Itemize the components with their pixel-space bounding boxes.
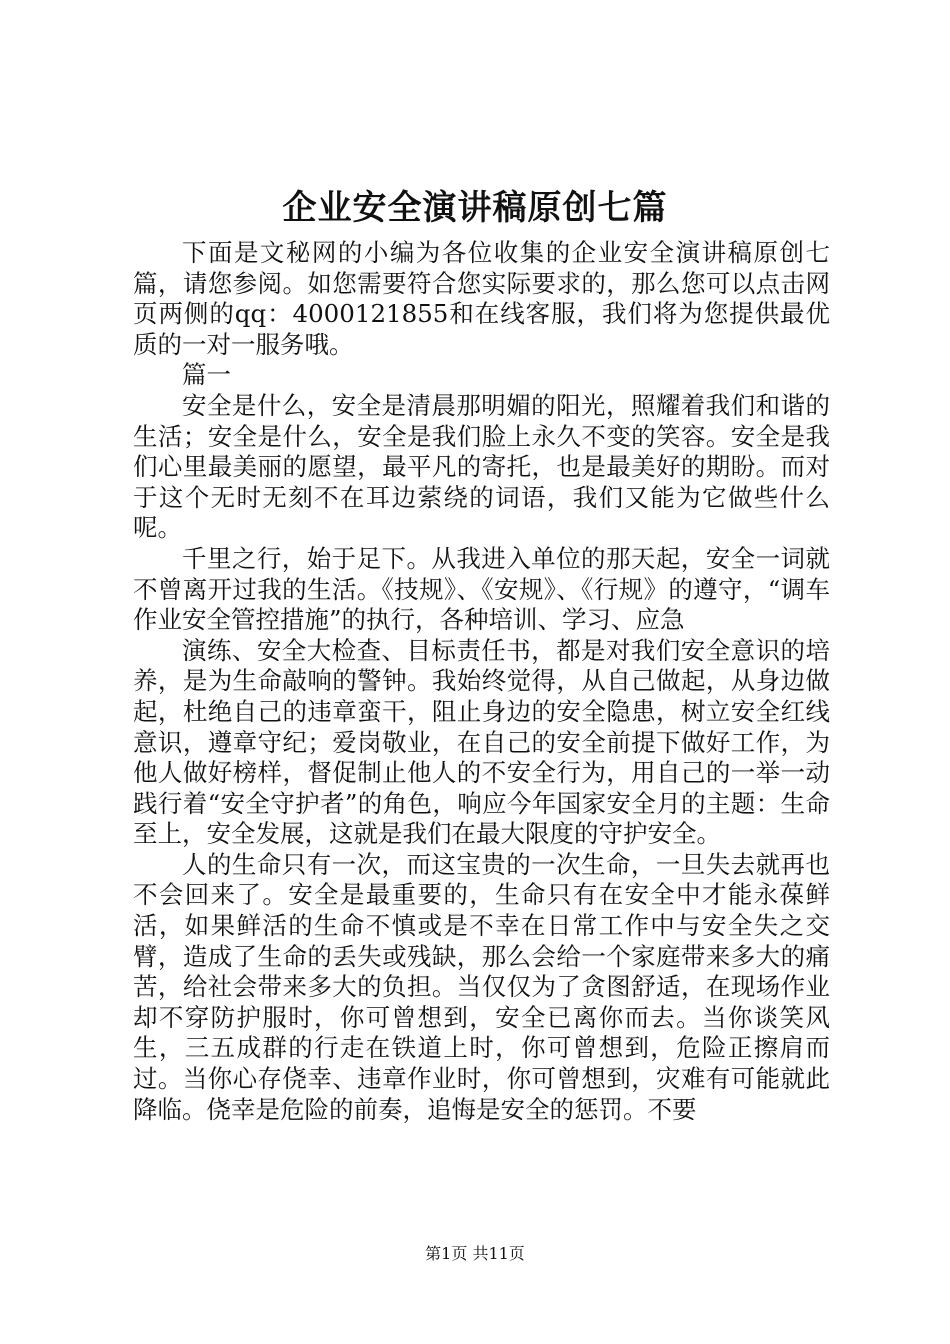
body-paragraph: 安全是什么，安全是清晨那明媚的阳光，照耀着我们和谐的生活；安全是什么，安全是我们脸上永久不变的笑容。安全是我们心里最美丽的愿望，最平凡的寄托，也是最美好的期盼。而对于这个无时无刻不在耳边萦绕的词语，我们又能为它做些什么呢。 [133, 390, 830, 543]
document-title: 企业安全演讲稿原创七篇 [282, 188, 668, 228]
page-number-footer: 第1页 共11页 [425, 1244, 525, 1263]
body-paragraph: 演练、安全大检查、目标责任书，都是对我们安全意识的培养，是为生命敲响的警钟。我始终觉得，从自己做起，从身边做起，杜绝自己的违章蛮干，阻止身边的安全隐患，树立安全红线意识，遵章守纪；爱岗敬业，在自己的安全前提下做好工作，为他人做好榜样，督促制止他人的不安全行为，用自己的一举一动践行着“安全守护者”的角色，响应今年国家安全月的主题：生命至上，安全发展，这就是我们在最大限度的守护安全。 [133, 635, 830, 849]
body-paragraph: 人的生命只有一次，而这宝贵的一次生命，一旦失去就再也不会回来了。安全是最重要的，生命只有在安全中才能永葆鲜活，如果鲜活的生命不慎或是不幸在日常工作中与安全失之交臂，造成了生命的丢失或残缺，那么会给一个家庭带来多大的痛苦，给社会带来多大的负担。当仅仅为了贪图舒适，在现场作业却不穿防护服时，你可曾想到，安全已离你而去。当你谈笑风生，三五成群的行走在铁道上时，你可曾想到，危险正擦肩而过。当你心存侥幸、违章作业时，你可曾想到，灾难有可能就此降临。侥幸是危险的前奏，追悔是安全的惩罚。不要 [133, 849, 830, 1124]
intro-paragraph: 下面是文秘网的小编为各位收集的企业安全演讲稿原创七篇，请您参阅。如您需要符合您实际要求的，那么您可以点击网页两侧的qq：4000121855和在线客服，我们将为您提供最优质的一对一服务哦。 [133, 238, 830, 359]
document-body [133, 238, 830, 1125]
section-heading: 篇一 [182, 360, 231, 390]
body-paragraph: 千里之行，始于足下。从我进入单位的那天起，安全一词就不曾离开过我的生活。《技规》、《安规》、《行规》的遵守，“调车作业安全管控措施”的执行，各种培训、学习、应急 [133, 543, 830, 635]
